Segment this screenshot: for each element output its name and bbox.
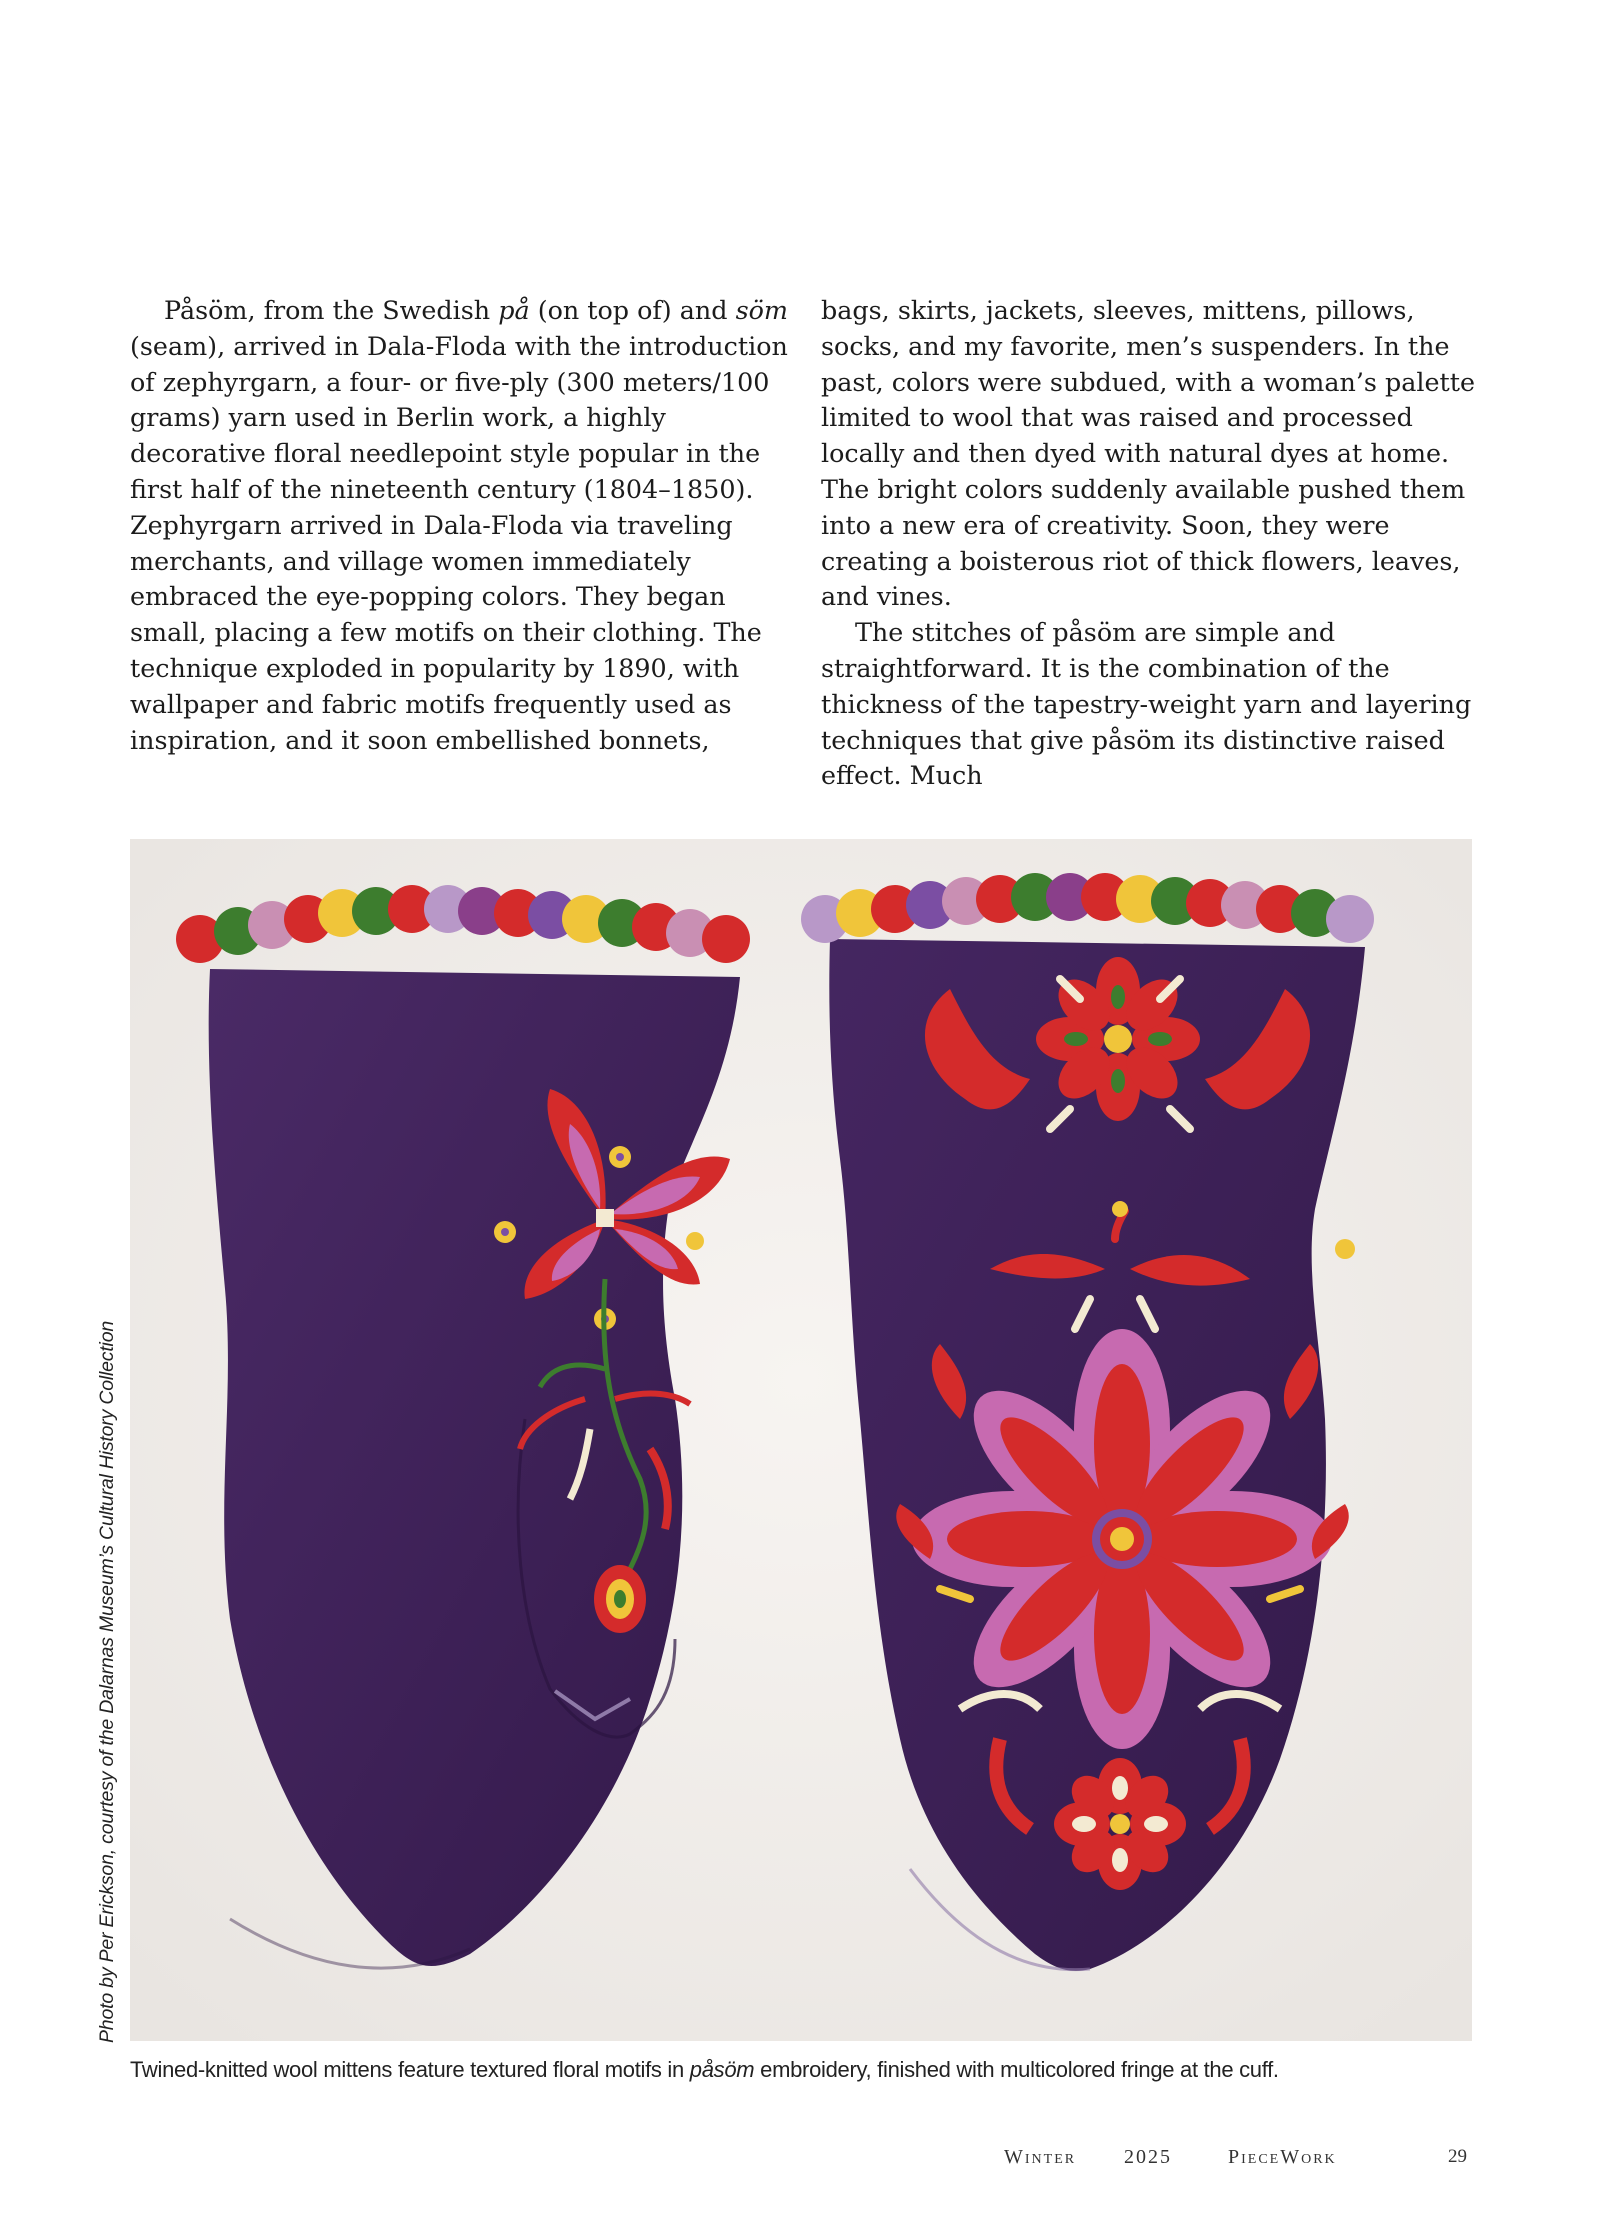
text-run: (seam), arrived in Dala-Floda with the introduction of zephyrgarn, a four- or five-ply (300 meters/100 grams) yarn used in Berlin work, a highly decorative floral needlepoint style popular in the first half of the nineteenth century (1804–1850). Zephyrgarn arrived in Dala-Floda via traveling merchants, and village women immediately embraced the eye-popping colors. They began small, placing a few motifs on their clothing. The technique exploded in popularity by 1890, with wallpaper and fabric motifs frequently used as inspiration, and it soon embellished bonnets, [130, 330, 788, 755]
right-paragraph-1: bags, skirts, jackets, sleeves, mittens, pillows, socks, and my favorite, men’s suspenders. In the past, colors were subdued, with a woman’s palette limited to wool that was raised and processed locally and then dyed with natural dyes at home. The bright colors suddenly available pushed them into a new era of creativity. Soon, they were creating a boisterous riot of thick flowers, leaves, and vines. [821, 295, 1475, 612]
caption-text: Twined-knitted wool mittens feature textured floral motifs in [130, 2057, 690, 2082]
text-run: Påsöm, from the Swedish [164, 295, 499, 325]
italic-term: söm [735, 295, 789, 325]
footer-season: Winter [1004, 2146, 1077, 2168]
mittens-illustration [130, 839, 1472, 2041]
mittens-photo [130, 839, 1472, 2041]
page-number: 29 [1448, 2146, 1467, 2167]
photo-caption [130, 2057, 1480, 2083]
right-column [821, 293, 1483, 794]
left-column [130, 293, 790, 758]
footer-magazine: PieceWork [1228, 2146, 1337, 2168]
italic-term: på [498, 295, 530, 325]
text-run: (on top of) and [529, 295, 736, 325]
page-footer [1004, 2146, 1474, 2176]
caption-text: embroidery, finished with multicolored fringe at the cuff. [754, 2057, 1279, 2082]
caption-italic: påsöm [689, 2057, 755, 2082]
footer-year: 2025 [1124, 2146, 1172, 2168]
right-paragraph-2: The stitches of påsöm are simple and straightforward. It is the combination of the thickness of the tapestry-weight yarn and layering techniques that give påsöm its distinctive raised effect. Much [821, 617, 1472, 791]
left-paragraph [130, 293, 790, 758]
photo-credit: Photo by Per Erickson, courtesy of the Dalarnas Museum’s Cultural History Collection [96, 1321, 118, 2043]
